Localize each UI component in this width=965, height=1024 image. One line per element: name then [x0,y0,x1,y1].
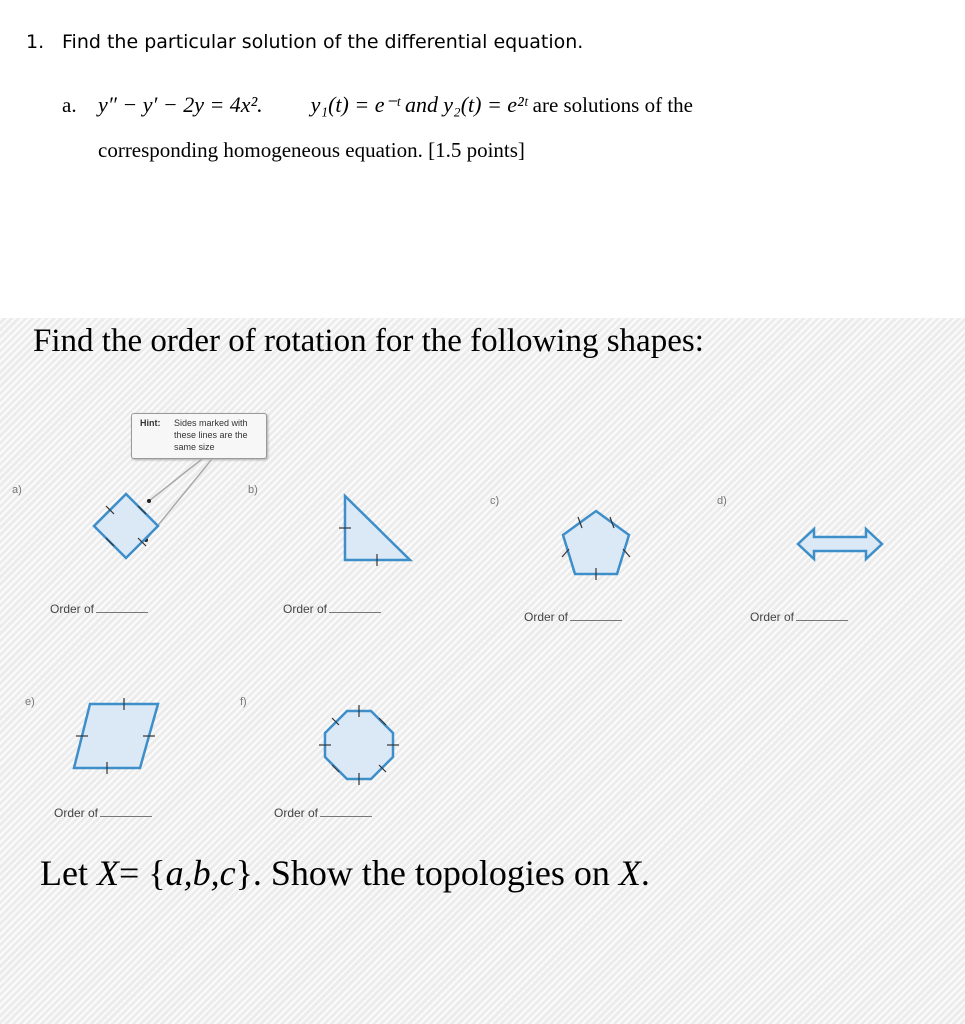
topo-end: . [640,853,650,893]
solution-y1: y₁(t) = e⁻ᵗ [310,92,400,117]
order-c [524,610,622,624]
shape-e-parallelogram [72,702,162,770]
label-e: e) [25,696,35,708]
answer-blank[interactable] [796,620,848,621]
line1-tail: are solutions of the [532,93,694,117]
shape-c-pentagon [560,508,632,578]
order-a [50,602,148,616]
question-1 [0,0,965,318]
shape-b-triangle [342,494,414,562]
answer-blank[interactable] [329,612,381,613]
order-label: Order of [750,610,795,624]
order-d [750,610,848,624]
shape-f-octagon [322,708,396,782]
order-label: Order of [283,602,328,616]
topo-set: a,b,c [165,853,236,893]
order-label: Order of [274,806,319,820]
label-a: a) [12,484,22,496]
topo-prefix: Let [40,853,88,893]
order-e [54,806,152,820]
hint-text: Sides marked with these lines are the same size [174,418,248,452]
shape-d-double-arrow [796,526,884,562]
topo-eq: = { [118,853,166,893]
order-b [283,602,381,616]
answer-blank[interactable] [570,620,622,621]
label-c: c) [490,495,500,507]
label-f: f) [240,696,247,708]
order-label: Order of [54,806,99,820]
label-d: d) [717,495,727,507]
and-word: and [405,92,439,117]
worksheet-title: Find the order of rotation for the following shapes: [33,323,704,359]
answer-blank[interactable] [320,816,372,817]
hint-box [131,413,267,459]
question-number: 1. [26,31,45,53]
part-label: a. [62,93,77,117]
order-label: Order of [50,602,95,616]
question-text: Find the particular solution of the differential equation. [62,31,584,53]
topo-end-var: X [618,853,641,893]
rotation-worksheet [0,318,965,1024]
solution-y2: y₂(t) = e²ᵗ [443,92,528,117]
topology-question [40,852,650,894]
differential-equation: y″ − y′ − 2y = 4x². [98,92,263,117]
order-label: Order of [524,610,569,624]
answer-blank[interactable] [96,612,148,613]
equation-line [62,92,693,118]
topo-var: X [96,853,119,893]
question-1-title [26,31,583,53]
hint-key: Hint: [140,418,161,428]
topo-close: }. Show the topologies on [235,853,610,893]
answer-blank[interactable] [100,816,152,817]
equation-line-2: corresponding homogeneous equation. [1.5 points] [98,138,525,162]
order-f [274,806,372,820]
label-b: b) [248,484,258,496]
shape-a-square [92,492,160,560]
